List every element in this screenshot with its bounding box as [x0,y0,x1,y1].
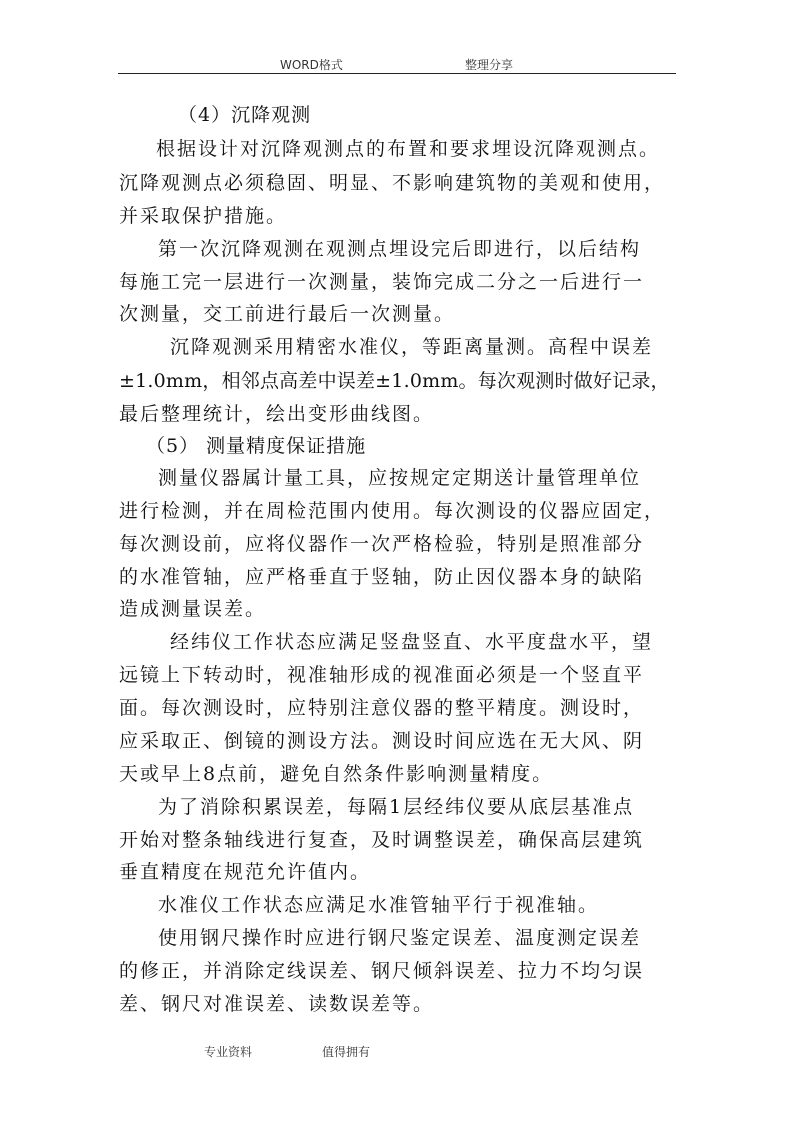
header-left-text: WORD格式 [280,58,343,72]
body-line: 每施工完一层进行一次测量，装饰完成二分之一后进行一 [119,271,645,293]
body-line: 使用钢尺操作时应进行钢尺鉴定误差、温度测定误差 [158,927,642,949]
body-line: 差、钢尺对准误差、读数误差等。 [119,993,435,1015]
body-line: 进行检测，并在周检范围内使用。每次测设的仪器应固定， [119,500,666,522]
body-line: 经纬仪工作状态应满足竖盘竖直、水平度盘水平，望 [170,631,654,653]
body-line: 每次测设前，应将仪器作一次严格检验，特别是照准部分 [119,533,645,555]
body-line: 的修正，并消除定线误差、钢尺倾斜误差、拉力不均匀误 [119,960,645,982]
body-line: 第一次沉降观测在观测点埋设完后即进行，以后结构 [158,238,642,260]
body-line: 开始对整条轴线进行复查，及时调整误差，确保高层建筑 [119,829,645,851]
section-heading-5: （5） 测量精度保证措施 [146,435,367,457]
body-line: 并采取保护措施。 [119,205,288,227]
body-line: 水准仪工作状态应满足水准管轴平行于视准轴。 [158,894,600,916]
body-line: 天或早上8点前，避免自然条件影响测量精度。 [119,763,554,785]
body-line: 沉降观测采用精密水准仪，等距离量测。高程中误差 [170,336,654,358]
body-line: 远镜上下转动时，视准轴形成的视准面必须是一个竖直平 [119,664,645,686]
body-line: 垂直精度在规范允许值内。 [119,861,372,883]
body-line: 沉降观测点必须稳固、明显、不影响建筑物的美观和使用， [119,172,666,194]
body-line: ±1.0mm，相邻点高差中误差±1.0mm。每次观测时做好记录， [119,370,670,392]
body-line: 造成测量误差。 [119,598,267,620]
body-line: 最后整理统计，绘出变形曲线图。 [119,403,435,425]
footer-right-text: 值得拥有 [322,1045,371,1059]
section-heading-4: （4）沉降观测 [178,104,312,126]
footer-left-text: 专业资料 [204,1045,253,1059]
body-line: 应采取正、倒镜的测设方法。测设时间应选在无大风、阴 [119,730,645,752]
body-line: 根据设计对沉降观测点的布置和要求埋设沉降观测点。 [156,138,661,160]
body-line: 为了消除积累误差，每隔1层经纬仪要从底层基准点 [158,796,635,818]
header-rule [118,73,676,74]
body-line: 面。每次测设时，应特别注意仪器的整平精度。测设时， [119,697,645,719]
body-line: 的水准管轴，应严格垂直于竖轴，防止因仪器本身的缺陷 [119,566,645,588]
header-right-text: 整理分享 [465,58,514,72]
body-line: 测量仪器属计量工具，应按规定定期送计量管理单位 [158,467,642,489]
body-line: 次测量，交工前进行最后一次测量。 [119,303,456,325]
